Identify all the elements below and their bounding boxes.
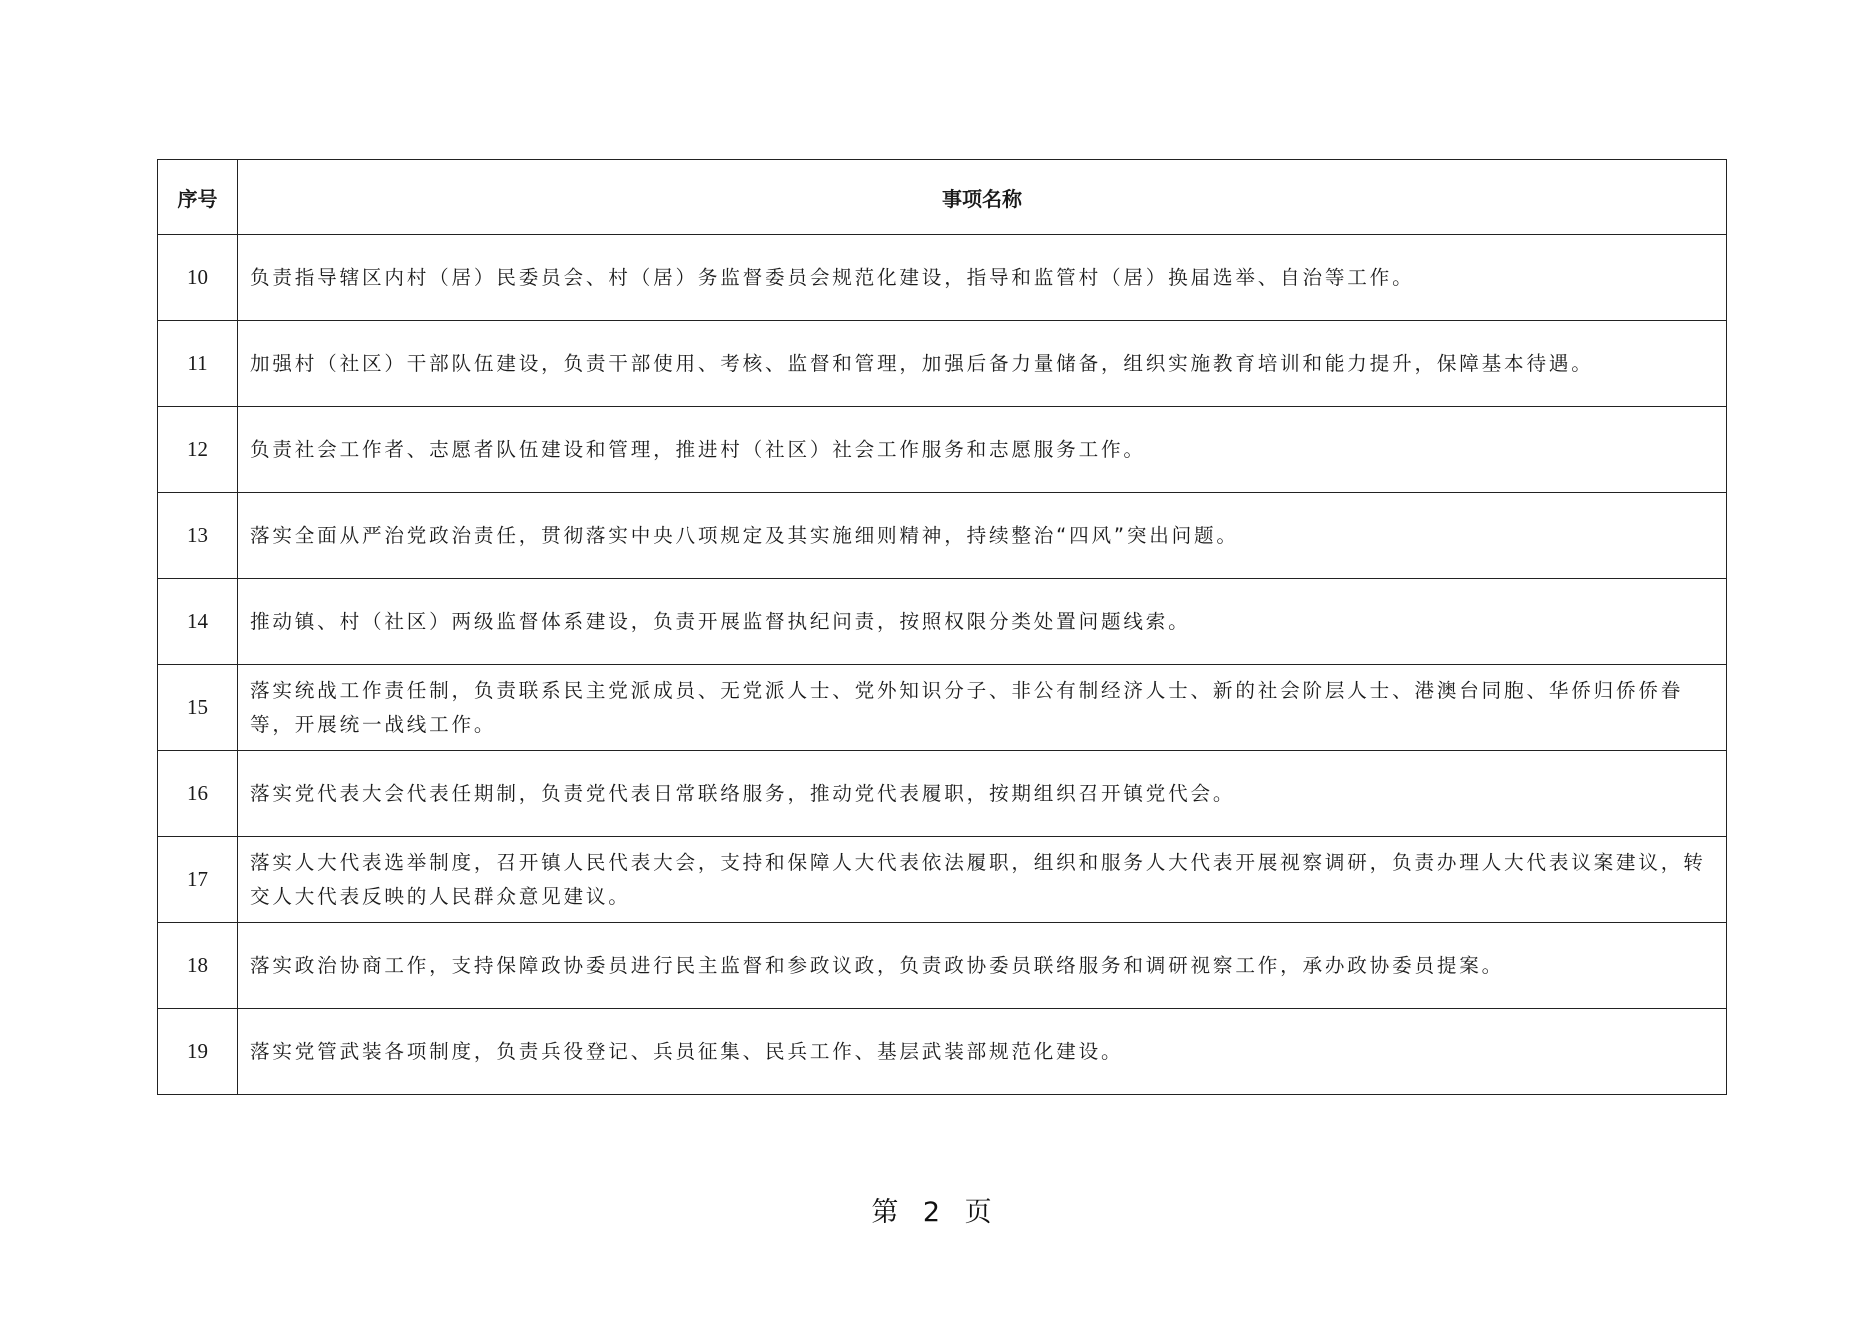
row-matter-name: 负责指导辖区内村（居）民委员会、村（居）务监督委员会规范化建设，指导和监管村（居）换届选举、自治等工作。 <box>238 235 1727 321</box>
header-serial-number: 序号 <box>158 160 238 235</box>
row-serial-number: 14 <box>158 579 238 665</box>
row-matter-name: 负责社会工作者、志愿者队伍建设和管理，推进村（社区）社会工作服务和志愿服务工作。 <box>238 407 1727 493</box>
row-serial-number: 13 <box>158 493 238 579</box>
row-matter-name: 加强村（社区）干部队伍建设，负责干部使用、考核、监督和管理，加强后备力量储备，组织实施教育培训和能力提升，保障基本待遇。 <box>238 321 1727 407</box>
matters-table <box>157 159 1727 1095</box>
table-row <box>158 751 1727 837</box>
row-matter-name: 落实党代表大会代表任期制，负责党代表日常联络服务，推动党代表履职，按期组织召开镇党代会。 <box>238 751 1727 837</box>
row-serial-number: 18 <box>158 923 238 1009</box>
row-matter-name: 落实人大代表选举制度，召开镇人民代表大会，支持和保障人大代表依法履职，组织和服务人大代表开展视察调研，负责办理人大代表议案建议，转交人大代表反映的人民群众意见建议。 <box>238 837 1727 923</box>
row-matter-name: 推动镇、村（社区）两级监督体系建设，负责开展监督执纪问责，按照权限分类处置问题线索。 <box>238 579 1727 665</box>
row-matter-name: 落实统战工作责任制，负责联系民主党派成员、无党派人士、党外知识分子、非公有制经济人士、新的社会阶层人士、港澳台同胞、华侨归侨侨眷等，开展统一战线工作。 <box>238 665 1727 751</box>
row-serial-number: 15 <box>158 665 238 751</box>
row-serial-number: 11 <box>158 321 238 407</box>
table-row <box>158 321 1727 407</box>
row-matter-name: 落实全面从严治党政治责任，贯彻落实中央八项规定及其实施细则精神，持续整治“四风”突出问题。 <box>238 493 1727 579</box>
table-row <box>158 407 1727 493</box>
row-serial-number: 17 <box>158 837 238 923</box>
table-row <box>158 837 1727 923</box>
row-serial-number: 16 <box>158 751 238 837</box>
table-row <box>158 579 1727 665</box>
row-serial-number: 12 <box>158 407 238 493</box>
table-body <box>158 235 1727 1095</box>
table-row <box>158 493 1727 579</box>
row-matter-name: 落实政治协商工作，支持保障政协委员进行民主监督和参政议政，负责政协委员联络服务和调研视察工作，承办政协委员提案。 <box>238 923 1727 1009</box>
table-row <box>158 235 1727 321</box>
header-row <box>158 160 1727 235</box>
page-number: 第 2 页 <box>871 1197 1000 1228</box>
row-matter-name: 落实党管武装各项制度，负责兵役登记、兵员征集、民兵工作、基层武装部规范化建设。 <box>238 1009 1727 1095</box>
row-serial-number: 10 <box>158 235 238 321</box>
table-header <box>158 160 1727 235</box>
table-row <box>158 923 1727 1009</box>
table-row <box>158 1009 1727 1095</box>
row-serial-number: 19 <box>158 1009 238 1095</box>
table-row <box>158 665 1727 751</box>
header-matter-name: 事项名称 <box>238 160 1727 235</box>
